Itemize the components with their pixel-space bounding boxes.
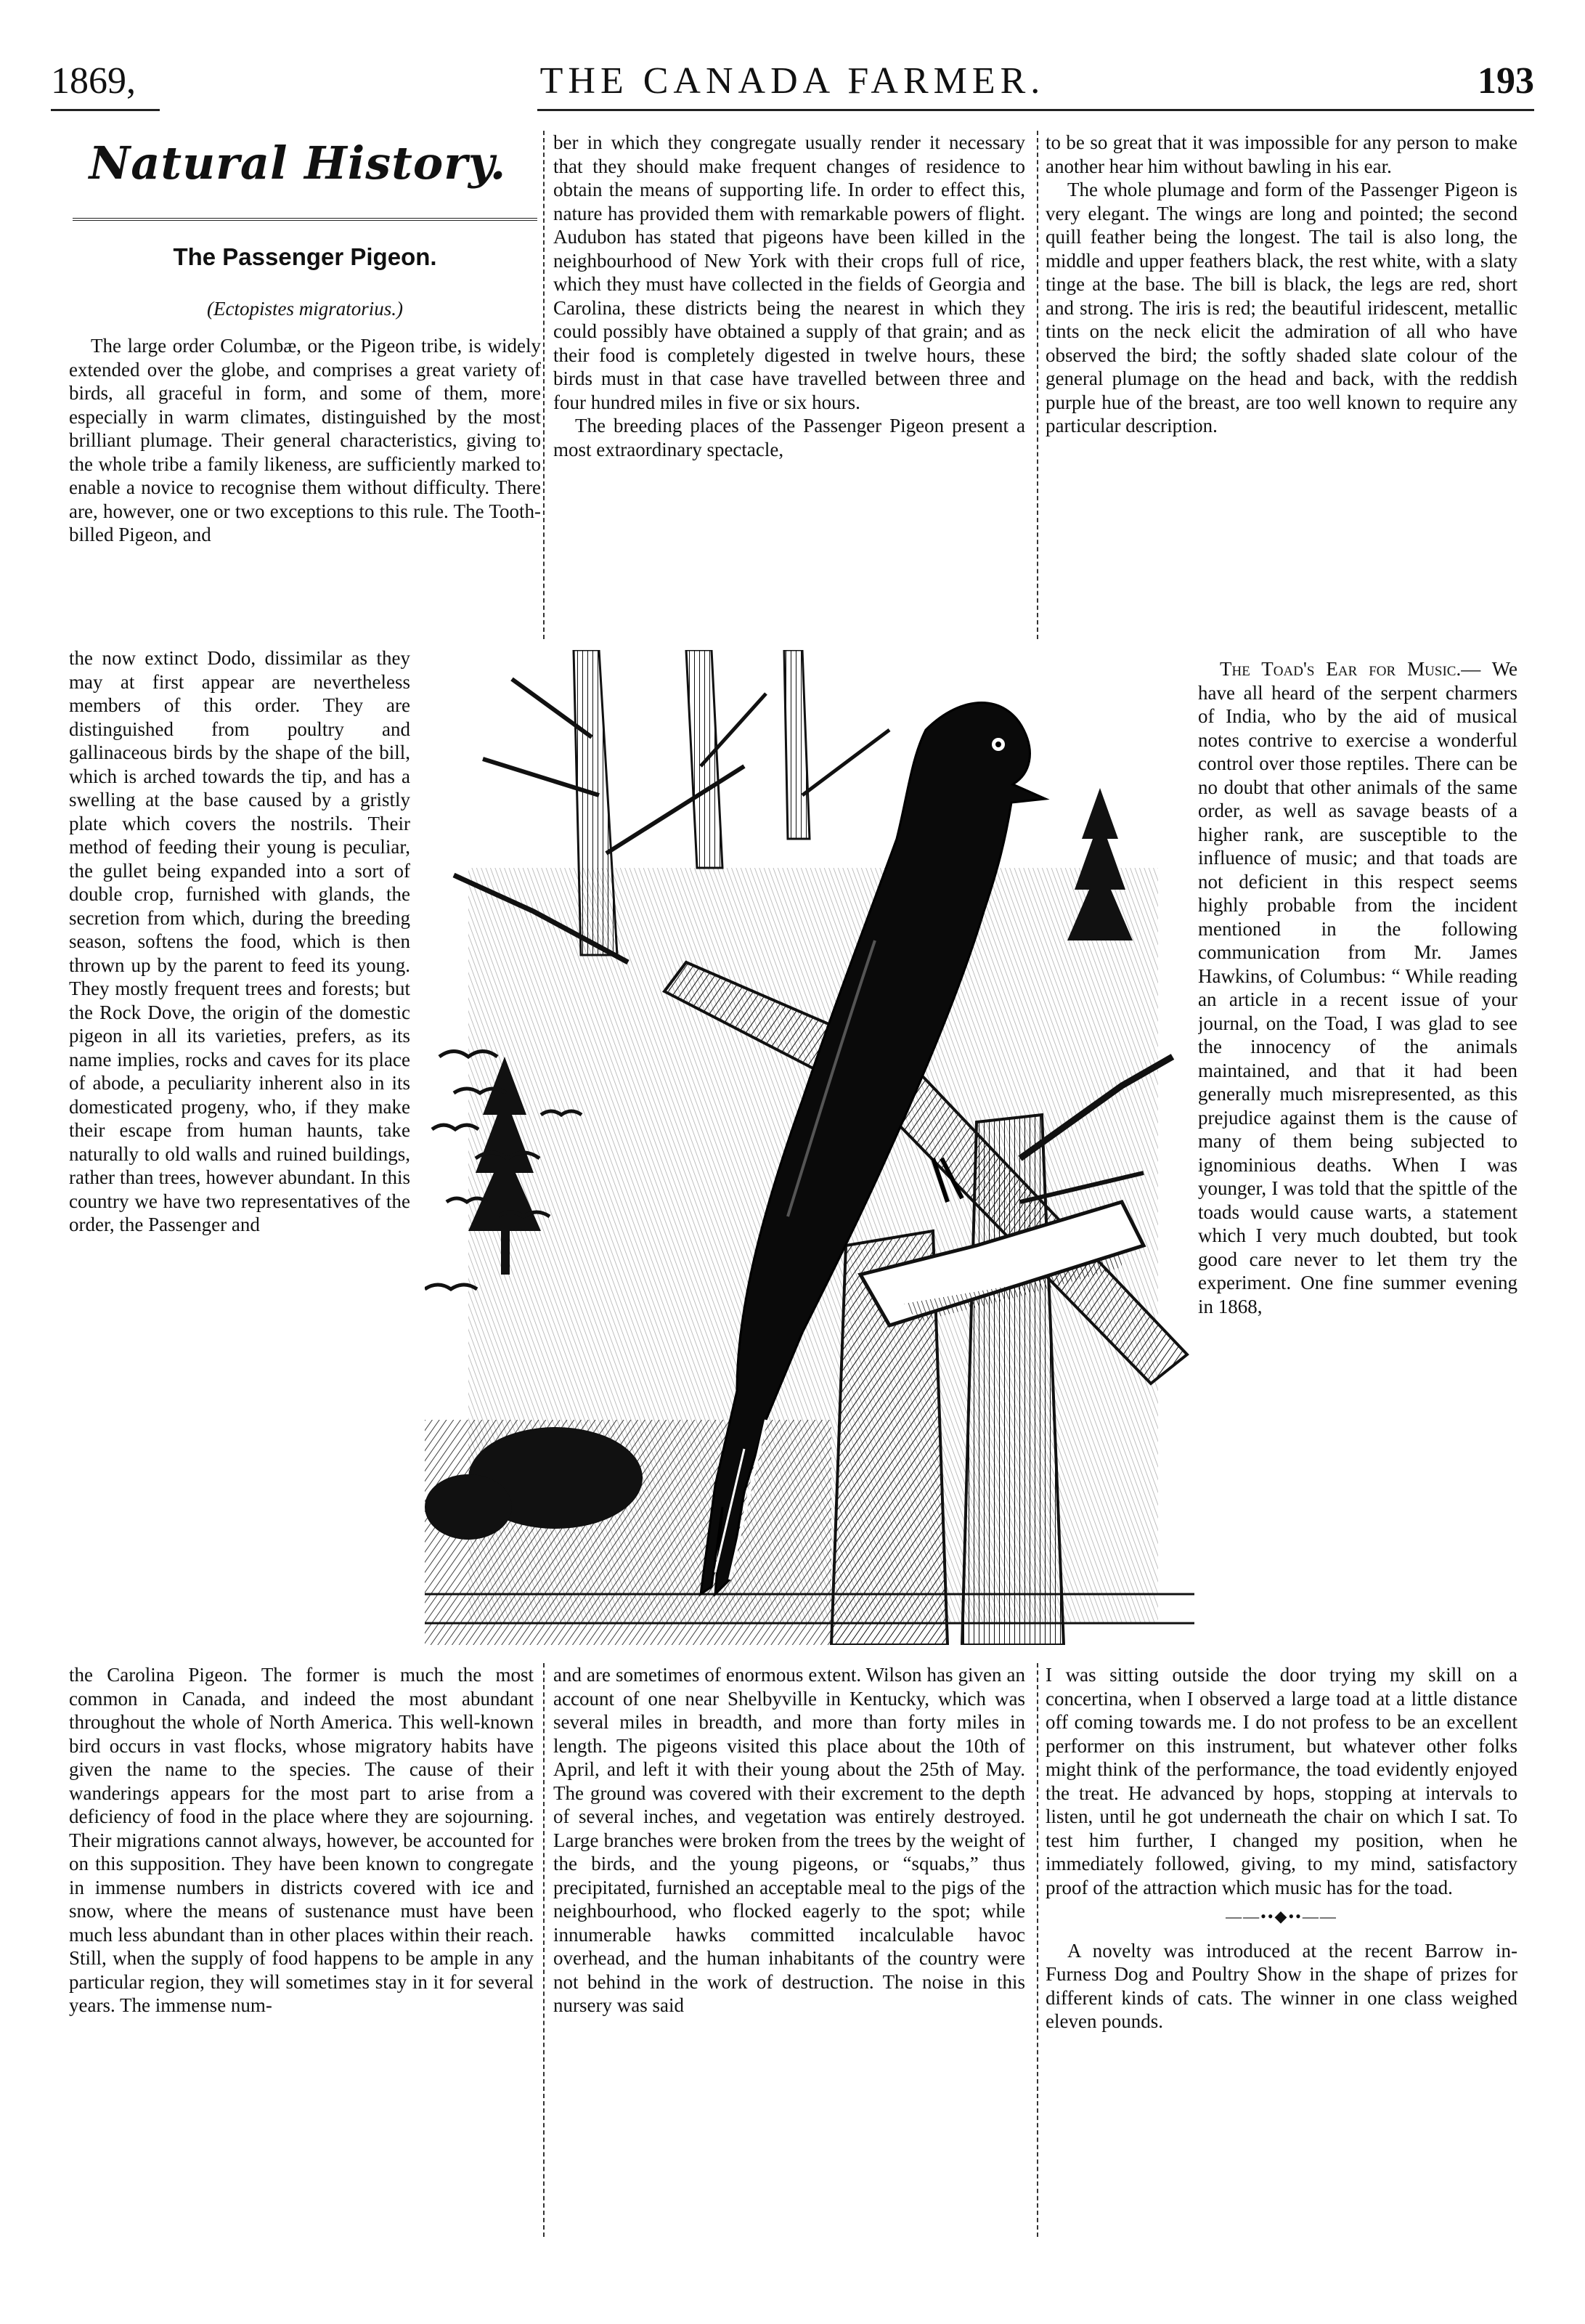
toad-text: We have all heard of the serpent charmers of India, who by the aid of musical notes contrive to exercise a wonderful control over those reptiles. There can be no doubt that other animals of the same order, as well as savage beasts of a higher rank, are susceptible to the influence of music; and that toads are not deficient in this respect seems highly probable from the incident mentioned in the following communication from Mr. James Hawkins, of Columbus: “ While reading an article in a recent issue of your journal, on the Toad, I was glad to see the innocency of the animals maintained, and that it had been generally much misrepresented, as this prejudice against them is the cause of many of them being subjected to ignominious deaths. When I was younger, I was told that the spittle of the toads would cause warts, a statement which I very much doubted, but took good care never to let them try the experiment. One fine summer evening in 1868, [1198,658,1517,1317]
column-rule-2-bottom [1037,1663,1038,2237]
paragraph: I was sitting outside the door trying my skill on a concertina, when I observed a large toad at a little distance off coming towards me. I do not profess to be an excellent performer on this instrument, but whatever other folks might think of the performance, the toad evidently enjoyed the treat. He advanced by hops, stopping at intervals to listen, until he got underneath the chair on which I sat. To test him further, I changed my position, when he immediately followed, giving, to my mind, satisfactory proof of the attraction which music has for the toad. [1046,1664,1517,1898]
article-subtitle: (Ectopistes migratorius.) [207,298,403,320]
column-2-top [553,131,1025,646]
masthead [51,60,1534,110]
column-2-bottom [553,1663,1025,2237]
column-3-wrap [1198,657,1517,1659]
section-rule [73,218,537,221]
paragraph: The breeding places of the Passenger Pigeon present a most extraordinary spectacle, [553,415,1025,460]
paragraph: and are sometimes of enormous extent. Wilson has given an account of one near Shelbyville in Kentucky, which was several miles in breadth, and more than forty miles in length. The pigeons visited this place about the 10th of April, and left it with their young about the 25th of May. The ground was covered with their excrement to the depth of several inches, and vegetation was entirely destroyed. Large branches were broken from the trees by the weight of the birds, and the young pigeons, or “squabs,” thus precipitated, furnished an acceptable meal to the pigs of the neighbourhood, who flocked eagerly to the spot; while innumerable hawks committed incalculable havoc overhead, and the human inhabitants of the country were not behind in the work of destruction. The noise in this nursery was said [553,1664,1025,2016]
paragraph: to be so great that it was impossible for any person to make another hear him without bawling in his ear. [1046,131,1517,177]
masthead-year: 1869, [51,60,136,102]
paragraph: The large order Columbæ, or the Pigeon tribe, is widely extended over the globe, and comprises a great variety of birds, all graceful in form, and some of them, more especially in warm climates, distinguished by the most brilliant plumage. Their general characteristics, giving to the whole tribe a family likeness, are sufficiently marked to enable a novice to recognise them without difficulty. There are, however, one or two exceptions to this rule. The Tooth-billed Pigeon, and [69,335,541,545]
paragraph: ber in which they congregate usually render it necessary that they should make frequent changes of residence to obtain the means of supporting life. In order to effect this, nature has provided them with remarkable powers of flight. Audubon has stated that pigeons have been killed in the neighbourhood of New York with their crops full of rice, which they must have collected in the fields of Georgia and Carolina, these districts being the nearest in which they could possibly have obtained a supply of that grain; and as their food is completely digested in twelve hours, these birds must in that case have travelled between three and four hundred miles in five or six hours. [553,131,1025,413]
masthead-rule-left [51,109,160,111]
paragraph: The whole plumage and form of the Passenger Pigeon is very elegant. The wings are long and pointed; the second quill feather being the longest. The tail is also long, the middle and upper feathers black, the rest white, with a slaty tinge at the base. The bill is black, the legs are red, short and strong. The iris is red; the beautiful iridescent, metallic tints on the neck elicit the admiration of all who have observed the bird; the softly shaded slate colour of the general plumage on the head and back, with the reddish purple hue of the breast, are too well known to require any particular description. [1046,179,1517,436]
column-1-top [69,334,541,646]
passenger-pigeon-illustration [425,650,1194,1645]
section-divider: ——••◆••—— [1226,1907,1337,1925]
column-rule-1-top [543,131,545,639]
toad-heading: The Toad's Ear for Music.— [1220,658,1481,680]
masthead-title: THE CANADA FARMER. [539,60,1046,102]
paragraph: A novelty was introduced at the recent Barrow in-Furness Dog and Poultry Show in the shape of prizes for different kinds of cats. The winner in one class weighed eleven pounds. [1046,1939,1517,2032]
article-title: The Passenger Pigeon. [173,243,437,270]
column-rule-2-top [1037,131,1038,639]
paragraph [1198,657,1517,1318]
masthead-rule [537,109,1534,111]
column-1-wrap [69,646,410,1649]
column-rule-1-bottom [543,1663,545,2237]
section-title: Natural History. [89,137,507,190]
paragraph: the Carolina Pigeon. The former is much the most common in Canada, and indeed the most abundant throughout the whole of North America. This well-known bird occurs in vast flocks, whose migratory habits have given the name to the species. The cause of their wanderings appears for the most part to arise from a deficiency of food in the place where they are sojourning. Their migrations cannot always, however, be accounted for on this supposition. They have been known to congregate in immense numbers in districts covered with ice and snow, where the means of sustenance must have been much less abundant than in other places within their reach. Still, when the supply of food happens to be ample in any particular region, they will sometimes stay in it for several years. The immense num- [69,1664,534,2016]
column-3-top [1046,131,1517,650]
paragraph: the now extinct Dodo, dissimilar as they may at first appear are nevertheless members of this order. They are distinguished from poultry and gallinaceous birds by the shape of the bill, which is arched towards the tip, and has a swelling at the base caused by a gristly plate which covers the nostrils. Their method of feeding their young is peculiar, the gullet being expanded into a sort of double crop, furnished with glands, the secretion from which, during the breeding season, softens the food, which is then thrown up by the parent to feed its young. They mostly frequent trees and forests; but the Rock Dove, the origin of the domestic pigeon in all its varieties, prefers, as its name implies, rocks and caves for its place of abode, a peculiarity inherent also in its domesticated progeny, who, if they make their escape from human haunts, take naturally to old walls and ruined buildings, rather than trees, however abundant. In this country we have two representatives of the order, the Passenger and [69,647,410,1235]
column-1-bottom [69,1663,534,2237]
column-3-bottom [1046,1663,1517,2244]
page-number: 193 [1478,60,1534,102]
